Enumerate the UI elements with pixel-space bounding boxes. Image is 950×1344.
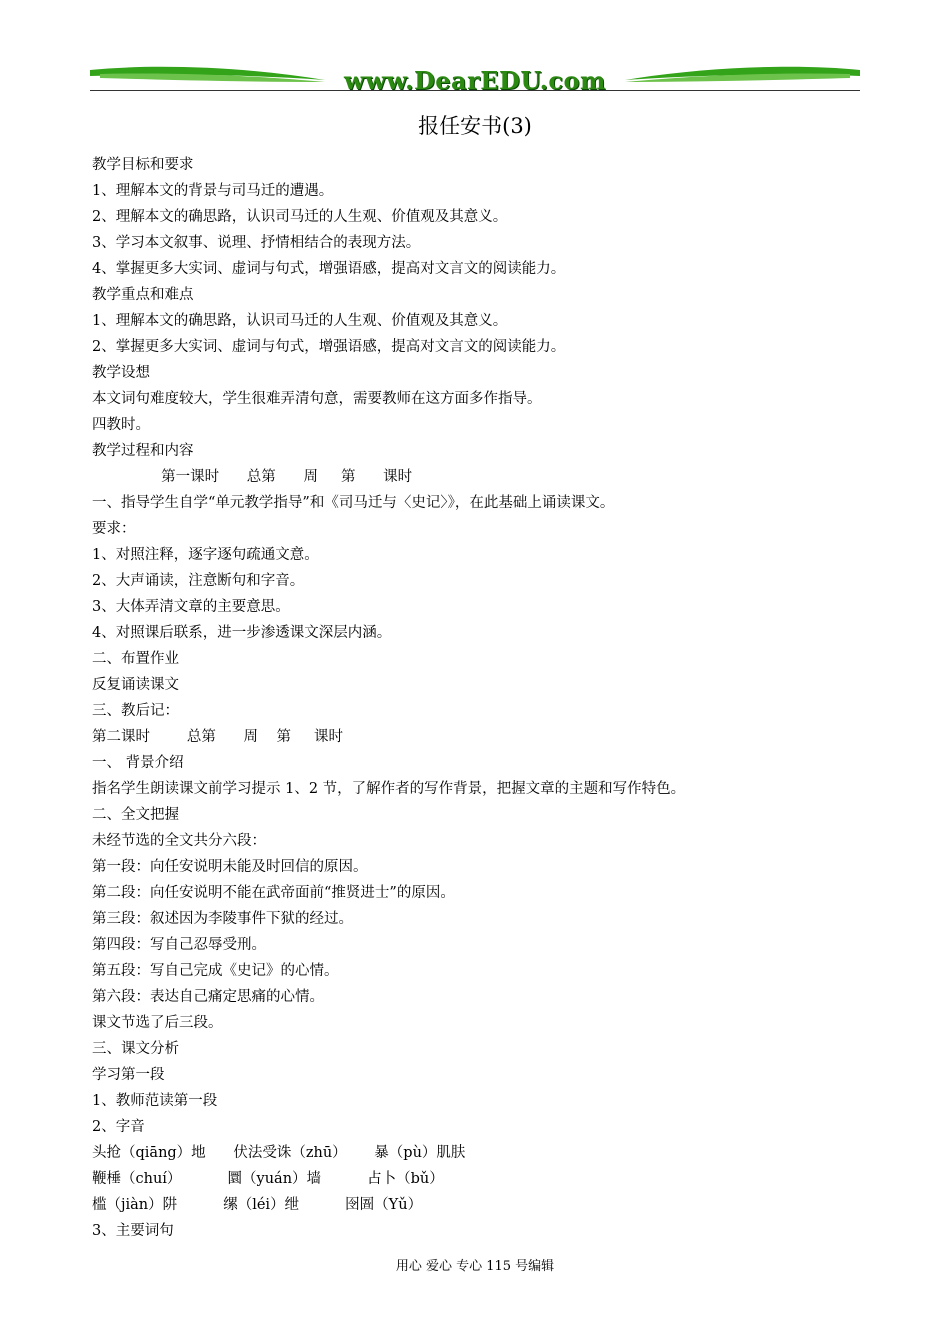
text-line: 一、 背景介绍 bbox=[92, 755, 184, 771]
text-line: 4、对照课后联系，进一步渗透课文深层内涵。 bbox=[92, 625, 392, 641]
text-line: 第一课时 总第 周 第 课时 bbox=[92, 469, 413, 485]
text-line: 头抢（qiāng）地 伏法受诛（zhū） 暴（pù）肌肤 bbox=[92, 1145, 466, 1161]
text-line: 一、指导学生自学“单元教学指导”和《司马迁与〈史记〉》，在此基础上诵读课文。 bbox=[92, 495, 615, 511]
text-line: 第二课时 总第 周 第 课时 bbox=[92, 729, 344, 745]
site-logo-text: www.DearEDU.com bbox=[344, 66, 606, 95]
text-line: 鞭棰（chuí） 圜（yuán）墙 占卜（bǔ） bbox=[92, 1171, 444, 1187]
text-line: 第三段：叙述因为李陵事件下狱的经过。 bbox=[92, 911, 353, 927]
text-line: 教学过程和内容 bbox=[92, 443, 194, 459]
text-line: 第二段：向任安说明不能在武帝面前“推贤进士”的原因。 bbox=[92, 885, 455, 901]
text-line: 第六段：表达自己痛定思痛的心情。 bbox=[92, 989, 324, 1005]
text-line: 未经节选的全文共分六段： bbox=[92, 833, 266, 849]
text-line: 三、课文分析 bbox=[92, 1041, 179, 1057]
text-line: 课文节选了后三段。 bbox=[92, 1015, 223, 1031]
text-line: 教学设想 bbox=[92, 365, 150, 381]
text-line: 第五段：写自己完成《史记》的心情。 bbox=[92, 963, 339, 979]
text-line: 第一段：向任安说明未能及时回信的原因。 bbox=[92, 859, 368, 875]
header-rule bbox=[90, 90, 860, 91]
text-line: 教学重点和难点 bbox=[92, 287, 194, 303]
text-line: 1、对照注释，逐字逐句疏通文意。 bbox=[92, 547, 319, 563]
text-line: 2、大声诵读，注意断句和字音。 bbox=[92, 573, 305, 589]
text-line: 1、理解本文的背景与司马迁的遭遇。 bbox=[92, 183, 334, 199]
text-line: 指名学生朗读课文前学习提示 1、2 节，了解作者的写作背景，把握文章的主题和写作特色。 bbox=[92, 781, 686, 797]
text-line: 3、学习本文叙事、说理、抒情相结合的表现方法。 bbox=[92, 235, 421, 251]
text-line: 四教时。 bbox=[92, 417, 150, 433]
page-footer: 用心 爱心 专心 115 号编辑 bbox=[395, 1259, 555, 1274]
document-title: 报任安书(3) bbox=[418, 114, 532, 138]
text-line: 1、教师范读第一段 bbox=[92, 1093, 218, 1109]
text-line: 3、大体弄清文章的主要意思。 bbox=[92, 599, 290, 615]
text-line: 2、字音 bbox=[92, 1119, 145, 1135]
text-line: 学习第一段 bbox=[92, 1067, 165, 1083]
text-line: 教学目标和要求 bbox=[92, 157, 194, 173]
text-line: 第四段：写自己忍辱受刑。 bbox=[92, 937, 266, 953]
text-line: 二、布置作业 bbox=[92, 651, 179, 667]
text-line: 3、主要词句 bbox=[92, 1223, 174, 1239]
text-line: 二、全文把握 bbox=[92, 807, 179, 823]
text-line: 4、掌握更多大实词、虚词与句式，增强语感，提高对文言文的阅读能力。 bbox=[92, 261, 566, 277]
text-line: 2、掌握更多大实词、虚词与句式，增强语感，提高对文言文的阅读能力。 bbox=[92, 339, 566, 355]
text-line: 本文词句难度较大，学生很难弄清句意，需要教师在这方面多作指导。 bbox=[92, 391, 542, 407]
text-line: 反复诵读课文 bbox=[92, 677, 179, 693]
text-line: 1、理解本文的确思路，认识司马迁的人生观、价值观及其意义。 bbox=[92, 313, 508, 329]
text-line: 三、教后记： bbox=[92, 703, 179, 719]
text-line: 2、理解本文的确思路，认识司马迁的人生观、价值观及其意义。 bbox=[92, 209, 508, 225]
text-line: 槛（jiàn）阱 缧（léi）绁 囹圄（Yǔ） bbox=[92, 1197, 423, 1213]
text-line: 要求： bbox=[92, 521, 136, 537]
document-body bbox=[92, 152, 872, 1244]
